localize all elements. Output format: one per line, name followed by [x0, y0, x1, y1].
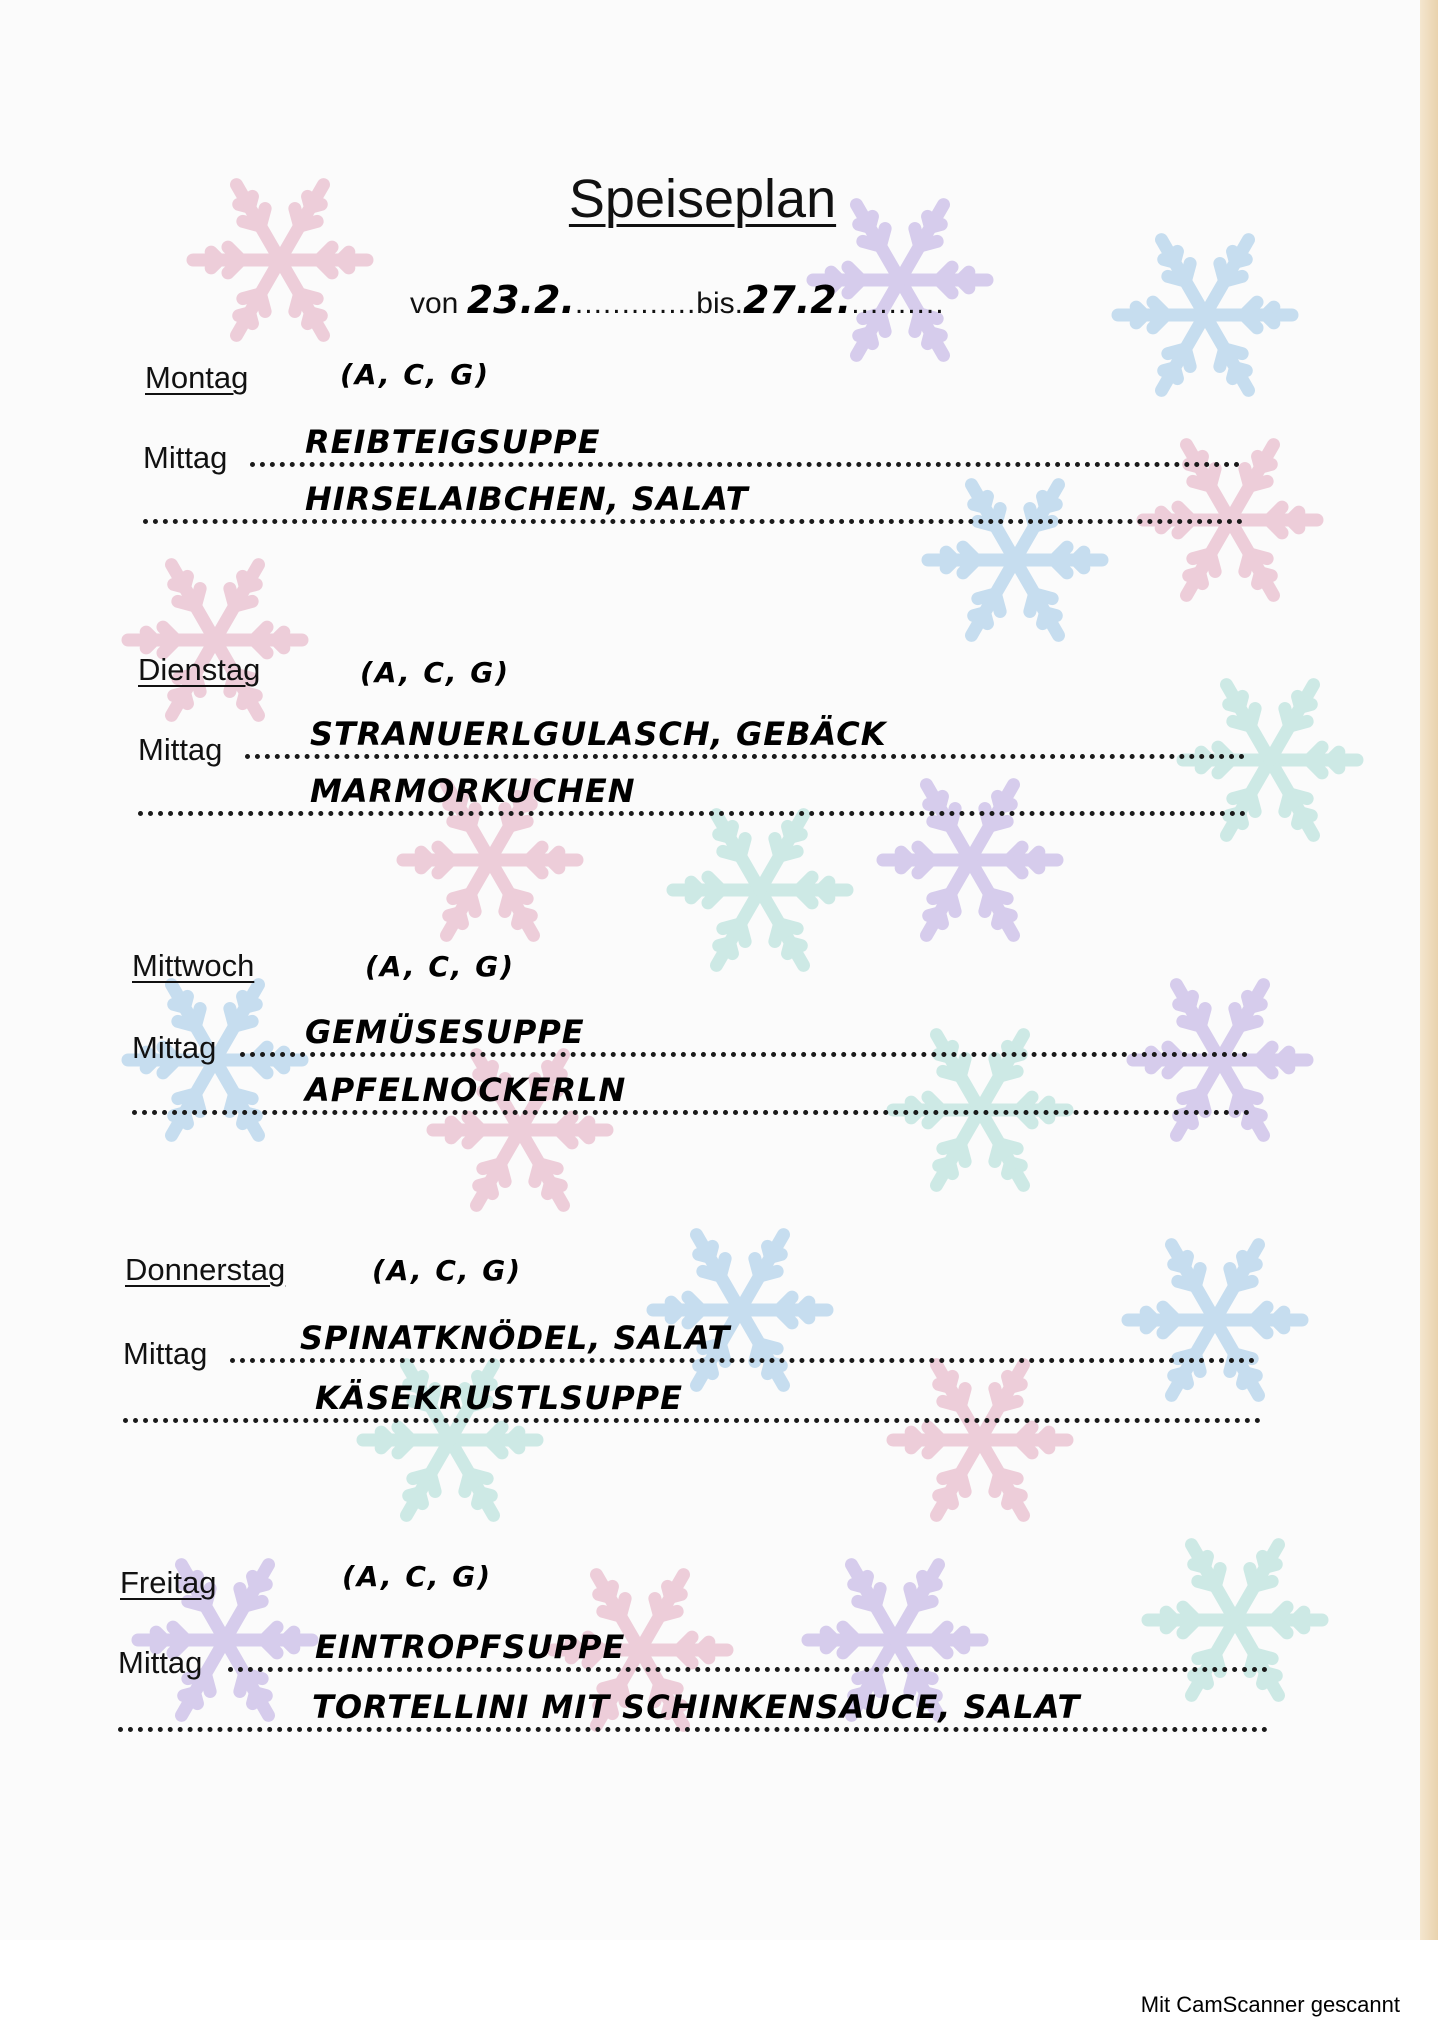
date-range: [410, 278, 945, 322]
dish-line: HIRSELAIBCHEN, SALAT: [305, 480, 749, 518]
dotted-leader: ..........: [851, 287, 945, 320]
snowflake-icon: [120, 545, 310, 735]
dish-line: STRANUERLGULASCH, GEBÄCK: [310, 715, 887, 753]
meal-label: Mittag: [143, 440, 228, 475]
dotted-leader: [240, 1052, 1248, 1057]
meal-label: Mittag: [132, 1030, 217, 1065]
snowflake-icon: [665, 795, 855, 985]
to-label: bis: [696, 287, 735, 320]
meal-label: Mittag: [118, 1645, 203, 1680]
dotted-leader: [118, 1727, 1268, 1732]
from-date: 23.2.: [466, 278, 575, 322]
dish-line: APFELNOCKERLN: [305, 1071, 627, 1109]
snowflake-icon: [645, 1215, 835, 1405]
to-label-dot: .: [734, 287, 743, 320]
snowflake-icon: [1125, 965, 1315, 1155]
snowflake-icon: [875, 765, 1065, 955]
page-title: Speiseplan: [568, 169, 837, 229]
allergen-codes: (A, C, G): [360, 656, 511, 689]
day-heading: Mittwoch: [132, 948, 255, 983]
dish-line: REIBTEIGSUPPE: [305, 423, 601, 461]
snowflake-icon: [355, 1345, 545, 1535]
snowflake-icon: [885, 1345, 1075, 1535]
dotted-leader: [245, 754, 1245, 759]
dish-line: SPINATKNÖDEL, SALAT: [300, 1319, 731, 1357]
dotted-leader: .............: [574, 287, 697, 320]
dish-line: KÄSEKRUSTLSUPPE: [315, 1379, 683, 1417]
dotted-leader: [123, 1418, 1261, 1423]
meal-label: Mittag: [138, 732, 223, 767]
allergen-codes: (A, C, G): [342, 1560, 493, 1593]
dotted-leader: [143, 519, 1243, 524]
dotted-leader: [228, 1667, 1268, 1672]
snowflake-icon: [920, 465, 1110, 655]
snowflake-icon: [425, 1035, 615, 1225]
day-heading: Donnerstag: [125, 1252, 286, 1287]
dish-line: TORTELLINI MIT SCHINKENSAUCE, SALAT: [312, 1688, 1081, 1726]
day-heading: Montag: [145, 360, 249, 395]
dish-line: GEMÜSESUPPE: [305, 1013, 585, 1051]
scanner-watermark: Mit CamScanner gescannt: [1140, 1992, 1400, 2017]
dotted-leader: [230, 1358, 1255, 1363]
to-date: 27.2.: [742, 278, 852, 322]
snowflake-icon: [1140, 1525, 1330, 1715]
dotted-leader: [132, 1110, 1250, 1115]
dotted-leader: [138, 811, 1246, 816]
snowflake-icon: [1175, 665, 1365, 855]
day-heading: Freitag: [120, 1565, 217, 1600]
dish-line: EINTROPFSUPPE: [315, 1628, 626, 1666]
dish-line: MARMORKUCHEN: [310, 772, 636, 810]
snowflake-icon: [1120, 1225, 1310, 1415]
snowflake-icon: [1110, 220, 1300, 410]
meal-label: Mittag: [123, 1336, 208, 1371]
from-label: von: [410, 287, 459, 320]
day-heading: Dienstag: [138, 652, 261, 687]
allergen-codes: (A, C, G): [372, 1254, 523, 1287]
dotted-leader: [250, 462, 1240, 467]
allergen-codes: (A, C, G): [340, 358, 491, 391]
allergen-codes: (A, C, G): [365, 950, 516, 983]
